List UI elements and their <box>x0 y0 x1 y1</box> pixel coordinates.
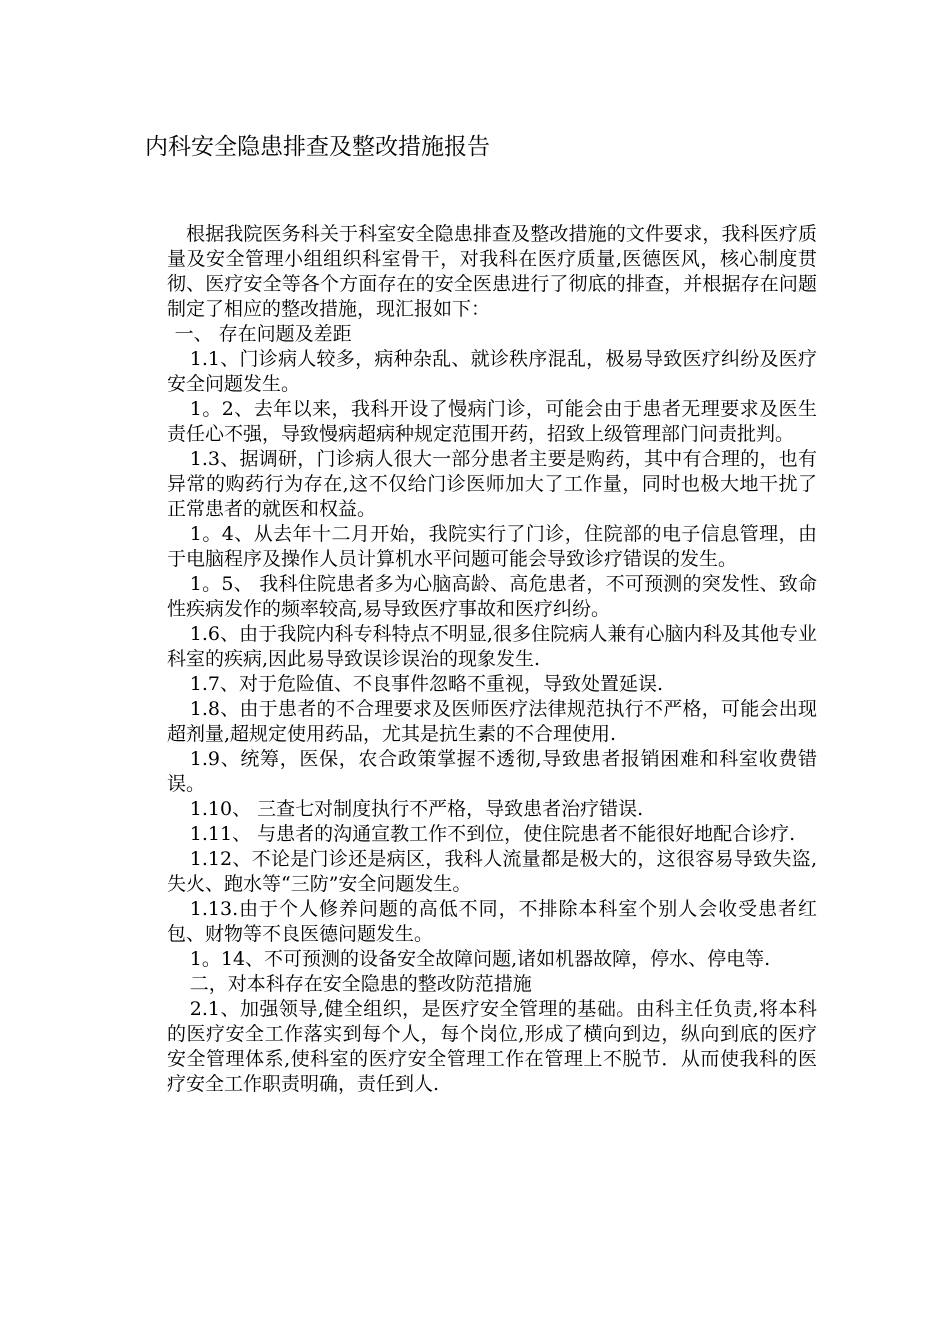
item-1-2: 1。2、去年以来，我科开设了慢病门诊，可能会由于患者无理要求及医生责任心不强，导致慢病超病种规定范围开药，招致上级管理部门问责批判。 <box>167 398 817 445</box>
document-title: 内科安全隐患排查及整改措施报告 <box>145 134 490 160</box>
item-1-13: 1.13.由于个人修养问题的高低不同，不排除本科室个别人会收受患者红包、财物等不良医德问题发生。 <box>167 898 817 945</box>
item-1-9: 1.9、统筹，医保，农合政策掌握不透彻,导致患者报销困难和科室收费错误。 <box>167 748 817 795</box>
item-1-10: 1.10、 三查七对制度执行不严格，导致患者治疗错误. <box>189 798 644 820</box>
section-heading-1: 一、 存在问题及差距 <box>174 323 352 345</box>
item-1-5: 1。5、 我科住院患者多为心脑高龄、高危患者，不可预测的突发性、致命性疾病发作的频率较高,易导致医疗事故和医疗纠纷。 <box>167 573 817 620</box>
item-1-7: 1.7、对于危险值、不良事件忽略不重视，导致处置延误. <box>189 673 664 695</box>
item-1-12: 1.12、不论是门诊还是病区，我科人流量都是极大的，这很容易导致失盗,失火、跑水等“三防”安全问题发生。 <box>167 848 817 895</box>
item-1-6: 1.6、由于我院内科专科特点不明显,很多住院病人兼有心脑内科及其他专业科室的疾病,因此易导致误诊误治的现象发生. <box>167 623 817 670</box>
item-1-14: 1。14、不可预测的设备安全故障问题,诸如机器故障，停水、停电等. <box>189 948 771 970</box>
section-heading-2: 二，对本科存在安全隐患的整改防范措施 <box>189 973 532 995</box>
intro-paragraph: 根据我院医务科关于科室安全隐患排查及整改措施的文件要求，我科医疗质量及安全管理小组组织科室骨干，对我科在医疗质量,医德医风，核心制度贯彻、医疗安全等各个方面存在的安全医患进行了彻底的排查，并根据存在问题制定了相应的整改措施，现汇报如下： <box>167 223 817 320</box>
item-1-1: 1.1、门诊病人较多，病种杂乱、就诊秩序混乱，极易导致医疗纠纷及医疗安全问题发生。 <box>167 348 817 395</box>
document-body <box>167 222 817 1097</box>
item-2-1: 2.1、加强领导,健全组织，是医疗安全管理的基础。由科主任负责,将本科的医疗安全工作落实到每个人，每个岗位,形成了横向到边，纵向到底的医疗安全管理体系,使科室的医疗安全管理工作在管理上不脱节．从而使我科的医疗安全工作职责明确，责任到人. <box>167 998 817 1095</box>
item-1-11: 1.11、 与患者的沟通宣教工作不到位，使住院患者不能很好地配合诊疗. <box>189 823 796 845</box>
item-1-3: 1.3、据调研，门诊病人很大一部分患者主要是购药，其中有合理的，也有异常的购药行为存在,这不仅给门诊医师加大了工作量，同时也极大地干扰了正常患者的就医和权益。 <box>167 448 817 520</box>
item-1-8: 1.8、由于患者的不合理要求及医师医疗法律规范执行不严格，可能会出现超剂量,超规定使用药品，尤其是抗生素的不合理使用. <box>167 698 817 745</box>
item-1-4: 1。4、从去年十二月开始，我院实行了门诊，住院部的电子信息管理，由于电脑程序及操作人员计算机水平问题可能会导致诊疗错误的发生。 <box>167 523 817 570</box>
